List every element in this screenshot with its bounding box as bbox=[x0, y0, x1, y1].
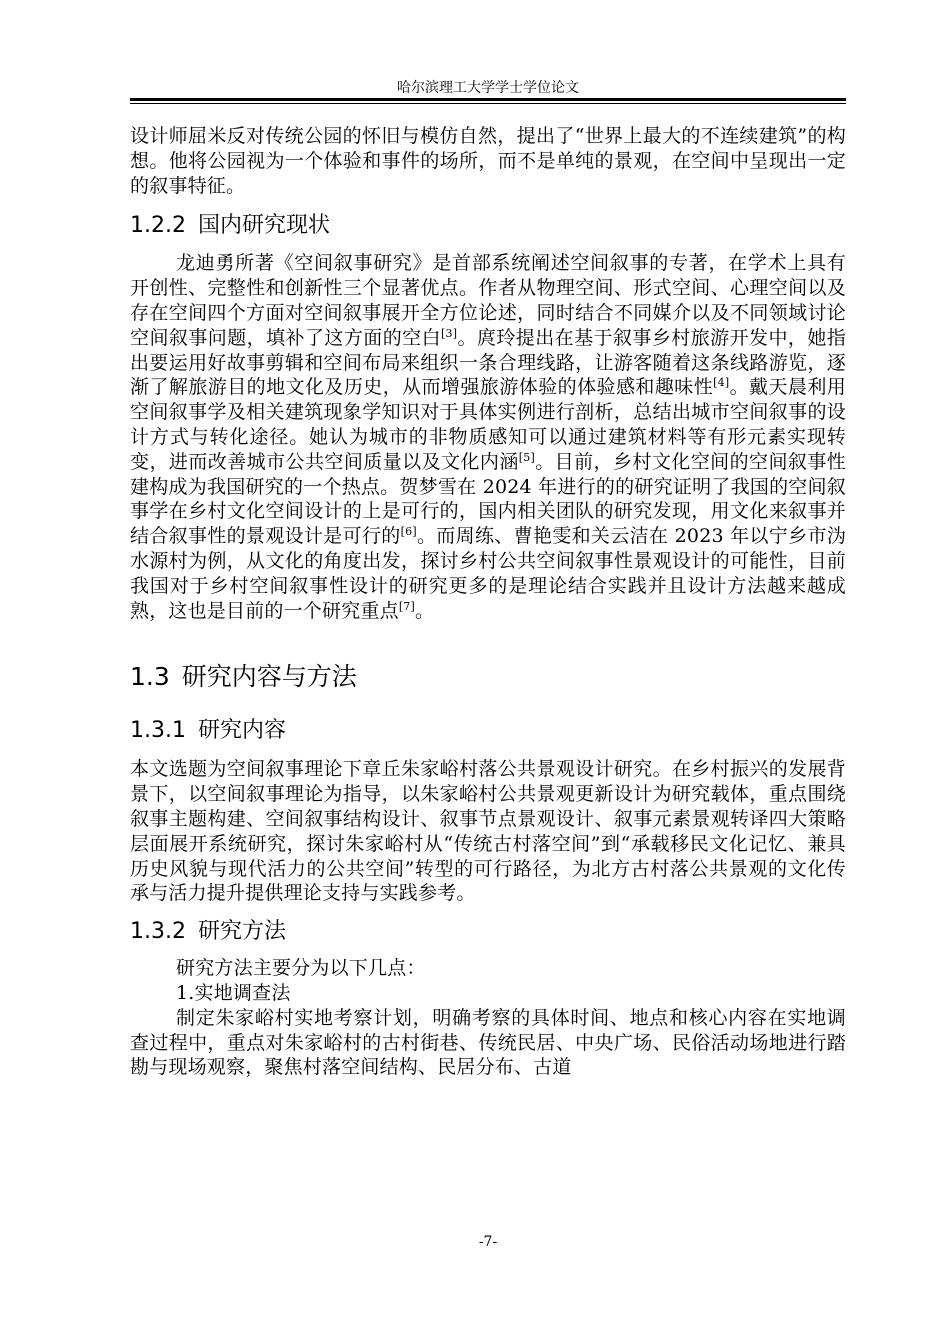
page-body bbox=[130, 124, 846, 1080]
section-title: 研究内容 bbox=[197, 718, 286, 744]
citation-ref: [6] bbox=[400, 525, 417, 539]
paragraph: 设计师屈米反对传统公园的怀旧与模仿自然，提出了“世界上最大的不连续建筑”的构想。他将公园视为一个体验和事件的场所，而不是单纯的景观，在空间中呈现出一定的叙事特征。 bbox=[130, 125, 846, 197]
section-heading-1-3-2 bbox=[130, 917, 846, 947]
paragraph: 制定朱家峪村实地考察计划，明确考察的具体时间、地点和核心内容在实地调查过程中，重点对朱家峪村的古村街巷、传统民居、中央广场、民俗活动场地进行踏勘与现场观察，聚焦村落空间结构、民居分布、古道 bbox=[130, 1006, 846, 1079]
header-rule-thick bbox=[130, 98, 846, 101]
section-number: 1.3.2 bbox=[130, 919, 186, 945]
section-number: 1.2.2 bbox=[130, 213, 186, 239]
section-heading-1-2-2 bbox=[130, 211, 846, 241]
citation-ref: [7] bbox=[398, 599, 415, 613]
section-heading-1-3 bbox=[130, 660, 846, 694]
page-number: -7- bbox=[478, 1234, 498, 1250]
paragraph: 龙迪勇所著《空间叙事研究》是首部系统阐述空间叙事的专著，在学术上具有开创性、完整性和创新性三个显著优点。作者从物理空间、形式空间、心理空间以及存在空间四个方面对空间叙事展开全方位论述，同时结合不同媒介以及不同领域讨论空间叙事问题，填补了这方面的空白[3]。庹玲提出在基于叙事乡村旅游开发中，她指出要运用好故事剪辑和空间布局来组织一条合理线路，让游客随着这条线路游览，逐渐了解旅游目的地文化及历史，从而增强旅游体验的体验感和趣味性[4]。戴天晨利用空间叙事学及相关建筑现象学知识对于具体实例进行剖析，总结出城市空间叙事的设计方式与转化途径。她认为城市的非物质感知可以通过建筑材料等有形元素实现转变，进而改善城市公共空间质量以及文化内涵[5]。目前，乡村文化空间的空间叙事性建构成为我国研究的一个热点。贺梦雪在 2024 年进行的的研究证明了我国的空间叙事学在乡村文化空间设计的上是可行的，国内相关团队的研究发现，用文化来叙事并结合叙事性的景观设计是可行的[6]。而周练、曹艳雯和关云洁在 2023 年以宁乡市沩水源村为例，从文化的角度出发，探讨乡村公共空间叙事性景观设计的可能性，目前我国对于乡村空间叙事性设计的研究更多的是理论结合实践并且设计方法越来越成熟，这也是目前的一个研究重点[7]。 bbox=[130, 252, 846, 622]
page-header: 哈尔滨理工大学学士学位论文 bbox=[397, 80, 579, 96]
paragraph: 1.实地调查法 bbox=[176, 981, 291, 1004]
section-title: 研究方法 bbox=[197, 919, 286, 945]
section-title: 国内研究现状 bbox=[197, 213, 330, 239]
section-number: 1.3.1 bbox=[130, 718, 186, 744]
paragraph: 研究方法主要分为以下几点： bbox=[176, 957, 426, 980]
citation-ref: [4] bbox=[713, 376, 730, 390]
section-number: 1.3 bbox=[130, 662, 170, 692]
section-heading-1-3-1 bbox=[130, 716, 846, 746]
section-title: 研究内容与方法 bbox=[181, 662, 357, 692]
header-rule-thin bbox=[130, 103, 846, 104]
citation-ref: [5] bbox=[518, 450, 535, 464]
citation-ref: [3] bbox=[441, 326, 458, 340]
paragraph: 本文选题为空间叙事理论下章丘朱家峪村落公共景观设计研究。在乡村振兴的发展背景下，以空间叙事理论为指导，以朱家峪村公共景观更新设计为研究载体，重点围绕叙事主题构建、空间叙事结构设计、叙事节点景观设计、叙事元素景观转译四大策略层面展开系统研究，探讨朱家峪村从“传统古村落空间”到“承载移民文化记忆、兼具历史风貌与现代活力的公共空间”转型的可行路径，为北方古村落公共景观的文化传承与活力提升提供理论支持与实践参考。 bbox=[130, 758, 846, 905]
